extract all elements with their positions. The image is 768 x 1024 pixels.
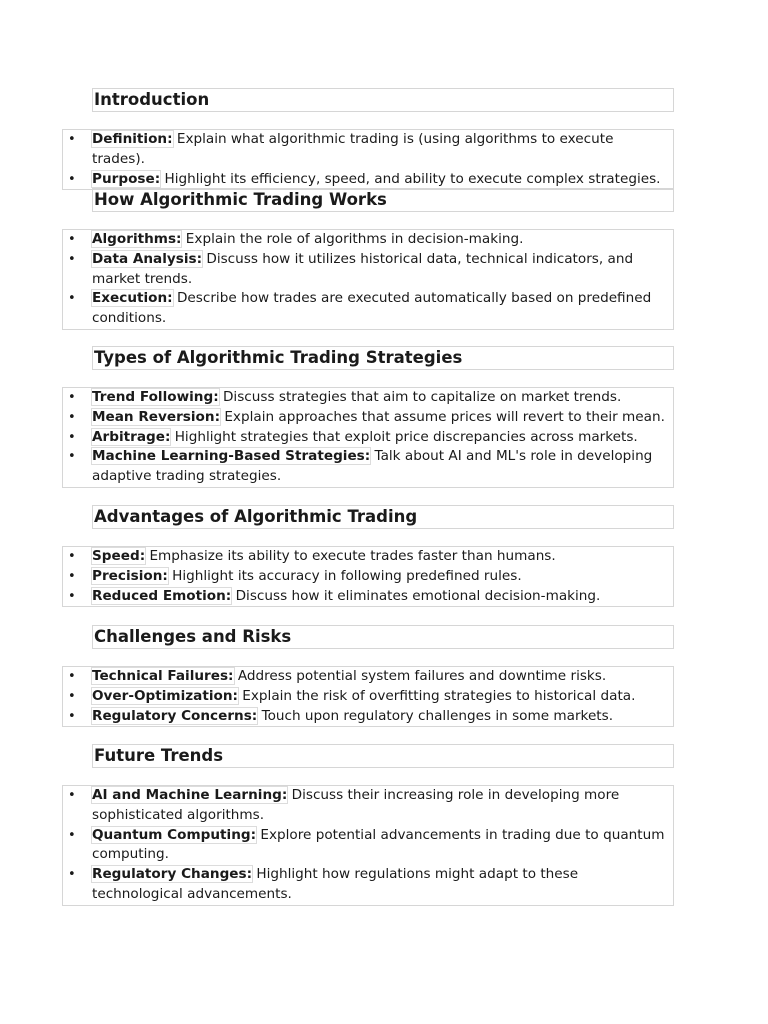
- list-item: [63, 587, 673, 607]
- bullet-icon: •: [68, 449, 76, 465]
- bullet-list: [62, 785, 674, 906]
- list-item-term: Regulatory Concerns:: [92, 707, 258, 724]
- section-heading: Types of Algorithmic Trading Strategies: [92, 346, 674, 370]
- list-item-text: Discuss strategies that aim to capitalize on market trends.: [218, 389, 622, 405]
- list-item: [63, 447, 673, 487]
- bullet-icon: •: [68, 429, 76, 445]
- list-item-term: Trend Following:: [92, 389, 219, 405]
- list-item-term: Precision:: [92, 567, 168, 584]
- list-item: [63, 388, 673, 408]
- list-item-text: Explain the role of algorithms in decision-making.: [181, 231, 524, 247]
- list-item: [63, 547, 673, 567]
- bullet-icon: •: [68, 568, 76, 584]
- list-item-text: Highlight its efficiency, speed, and ability to execute complex strategies.: [160, 170, 661, 187]
- bullet-list: [62, 129, 674, 190]
- list-item-term: AI and Machine Learning:: [92, 787, 288, 803]
- bullet-icon: •: [68, 251, 76, 267]
- bullet-icon: •: [68, 688, 76, 704]
- list-item-term: Technical Failures:: [92, 668, 234, 684]
- bullet-icon: •: [68, 291, 76, 307]
- list-item: [63, 786, 673, 826]
- list-item-term: Data Analysis:: [92, 250, 203, 267]
- section-heading: Challenges and Risks: [92, 625, 674, 649]
- list-item: [63, 567, 673, 587]
- bullet-icon: •: [68, 132, 76, 147]
- list-item-term: Mean Reversion:: [92, 408, 221, 425]
- section-heading: Future Trends: [92, 744, 674, 768]
- list-item: [63, 687, 673, 707]
- list-item: [63, 250, 673, 290]
- list-item: [63, 408, 673, 428]
- list-item: [63, 428, 673, 448]
- list-item-term: Quantum Computing:: [92, 826, 257, 843]
- section-heading: How Algorithmic Trading Works: [92, 188, 674, 212]
- list-item-term: Purpose:: [92, 170, 161, 187]
- list-item-text: Highlight how regulations might adapt to these technological advancements.: [92, 866, 579, 902]
- list-item-text: Explain what algorithmic trading is (using algorithms to execute trades).: [92, 131, 614, 167]
- list-item-text: Touch upon regulatory challenges in some markets.: [257, 707, 614, 724]
- list-item-term: Definition:: [92, 131, 173, 147]
- list-item: [63, 170, 673, 190]
- list-item-text: Explain the risk of overfitting strategies to historical data.: [237, 687, 636, 704]
- list-item: [63, 865, 673, 905]
- bullet-list: [62, 229, 674, 330]
- list-item-text: Discuss how it eliminates emotional decision-making.: [231, 587, 601, 604]
- bullet-icon: •: [68, 549, 76, 564]
- list-item-text: Discuss their increasing role in developing more sophisticated algorithms.: [92, 787, 620, 823]
- bullet-icon: •: [68, 788, 76, 803]
- list-item-term: Algorithms:: [92, 231, 182, 247]
- bullet-list: [62, 387, 674, 488]
- list-item-text: Explore potential advancements in trading due to quantum computing.: [92, 826, 665, 863]
- list-item: [63, 667, 673, 687]
- bullet-icon: •: [68, 171, 76, 187]
- section-heading: Introduction: [92, 88, 674, 112]
- list-item-term: Speed:: [92, 548, 146, 564]
- bullet-icon: •: [68, 669, 76, 684]
- bullet-list: [62, 666, 674, 727]
- list-item: [63, 230, 673, 250]
- bullet-icon: •: [68, 708, 76, 724]
- list-item-term: Regulatory Changes:: [92, 866, 253, 883]
- bullet-icon: •: [68, 390, 76, 405]
- section-heading: Advantages of Algorithmic Trading: [92, 505, 674, 529]
- list-item-text: Highlight its accuracy in following predefined rules.: [167, 567, 522, 584]
- list-item-term: Reduced Emotion:: [92, 587, 232, 604]
- list-item-term: Machine Learning-Based Strategies:: [92, 448, 371, 465]
- list-item-text: Describe how trades are executed automatically based on predefined conditions.: [92, 290, 652, 327]
- list-item-text: Discuss how it utilizes historical data, technical indicators, and market trends.: [92, 250, 634, 287]
- list-item: [63, 826, 673, 866]
- list-item-term: Over-Optimization:: [92, 687, 238, 704]
- bullet-icon: •: [68, 827, 76, 843]
- list-item: [63, 707, 673, 727]
- bullet-icon: •: [68, 409, 76, 425]
- bullet-icon: •: [68, 232, 76, 247]
- bullet-icon: •: [68, 867, 76, 883]
- list-item-text: Explain approaches that assume prices will revert to their mean.: [220, 408, 665, 425]
- list-item-text: Address potential system failures and downtime risks.: [233, 668, 607, 684]
- list-item-term: Execution:: [92, 290, 173, 307]
- list-item-text: Highlight strategies that exploit price discrepancies across markets.: [170, 428, 638, 445]
- list-item: [63, 130, 673, 170]
- bullet-list: [62, 546, 674, 607]
- list-item-text: Emphasize its ability to execute trades faster than humans.: [145, 548, 556, 564]
- list-item-term: Arbitrage:: [92, 428, 171, 445]
- bullet-icon: •: [68, 588, 76, 604]
- list-item: [63, 289, 673, 329]
- list-item-text: Talk about AI and ML's role in developing adaptive trading strategies.: [92, 448, 653, 485]
